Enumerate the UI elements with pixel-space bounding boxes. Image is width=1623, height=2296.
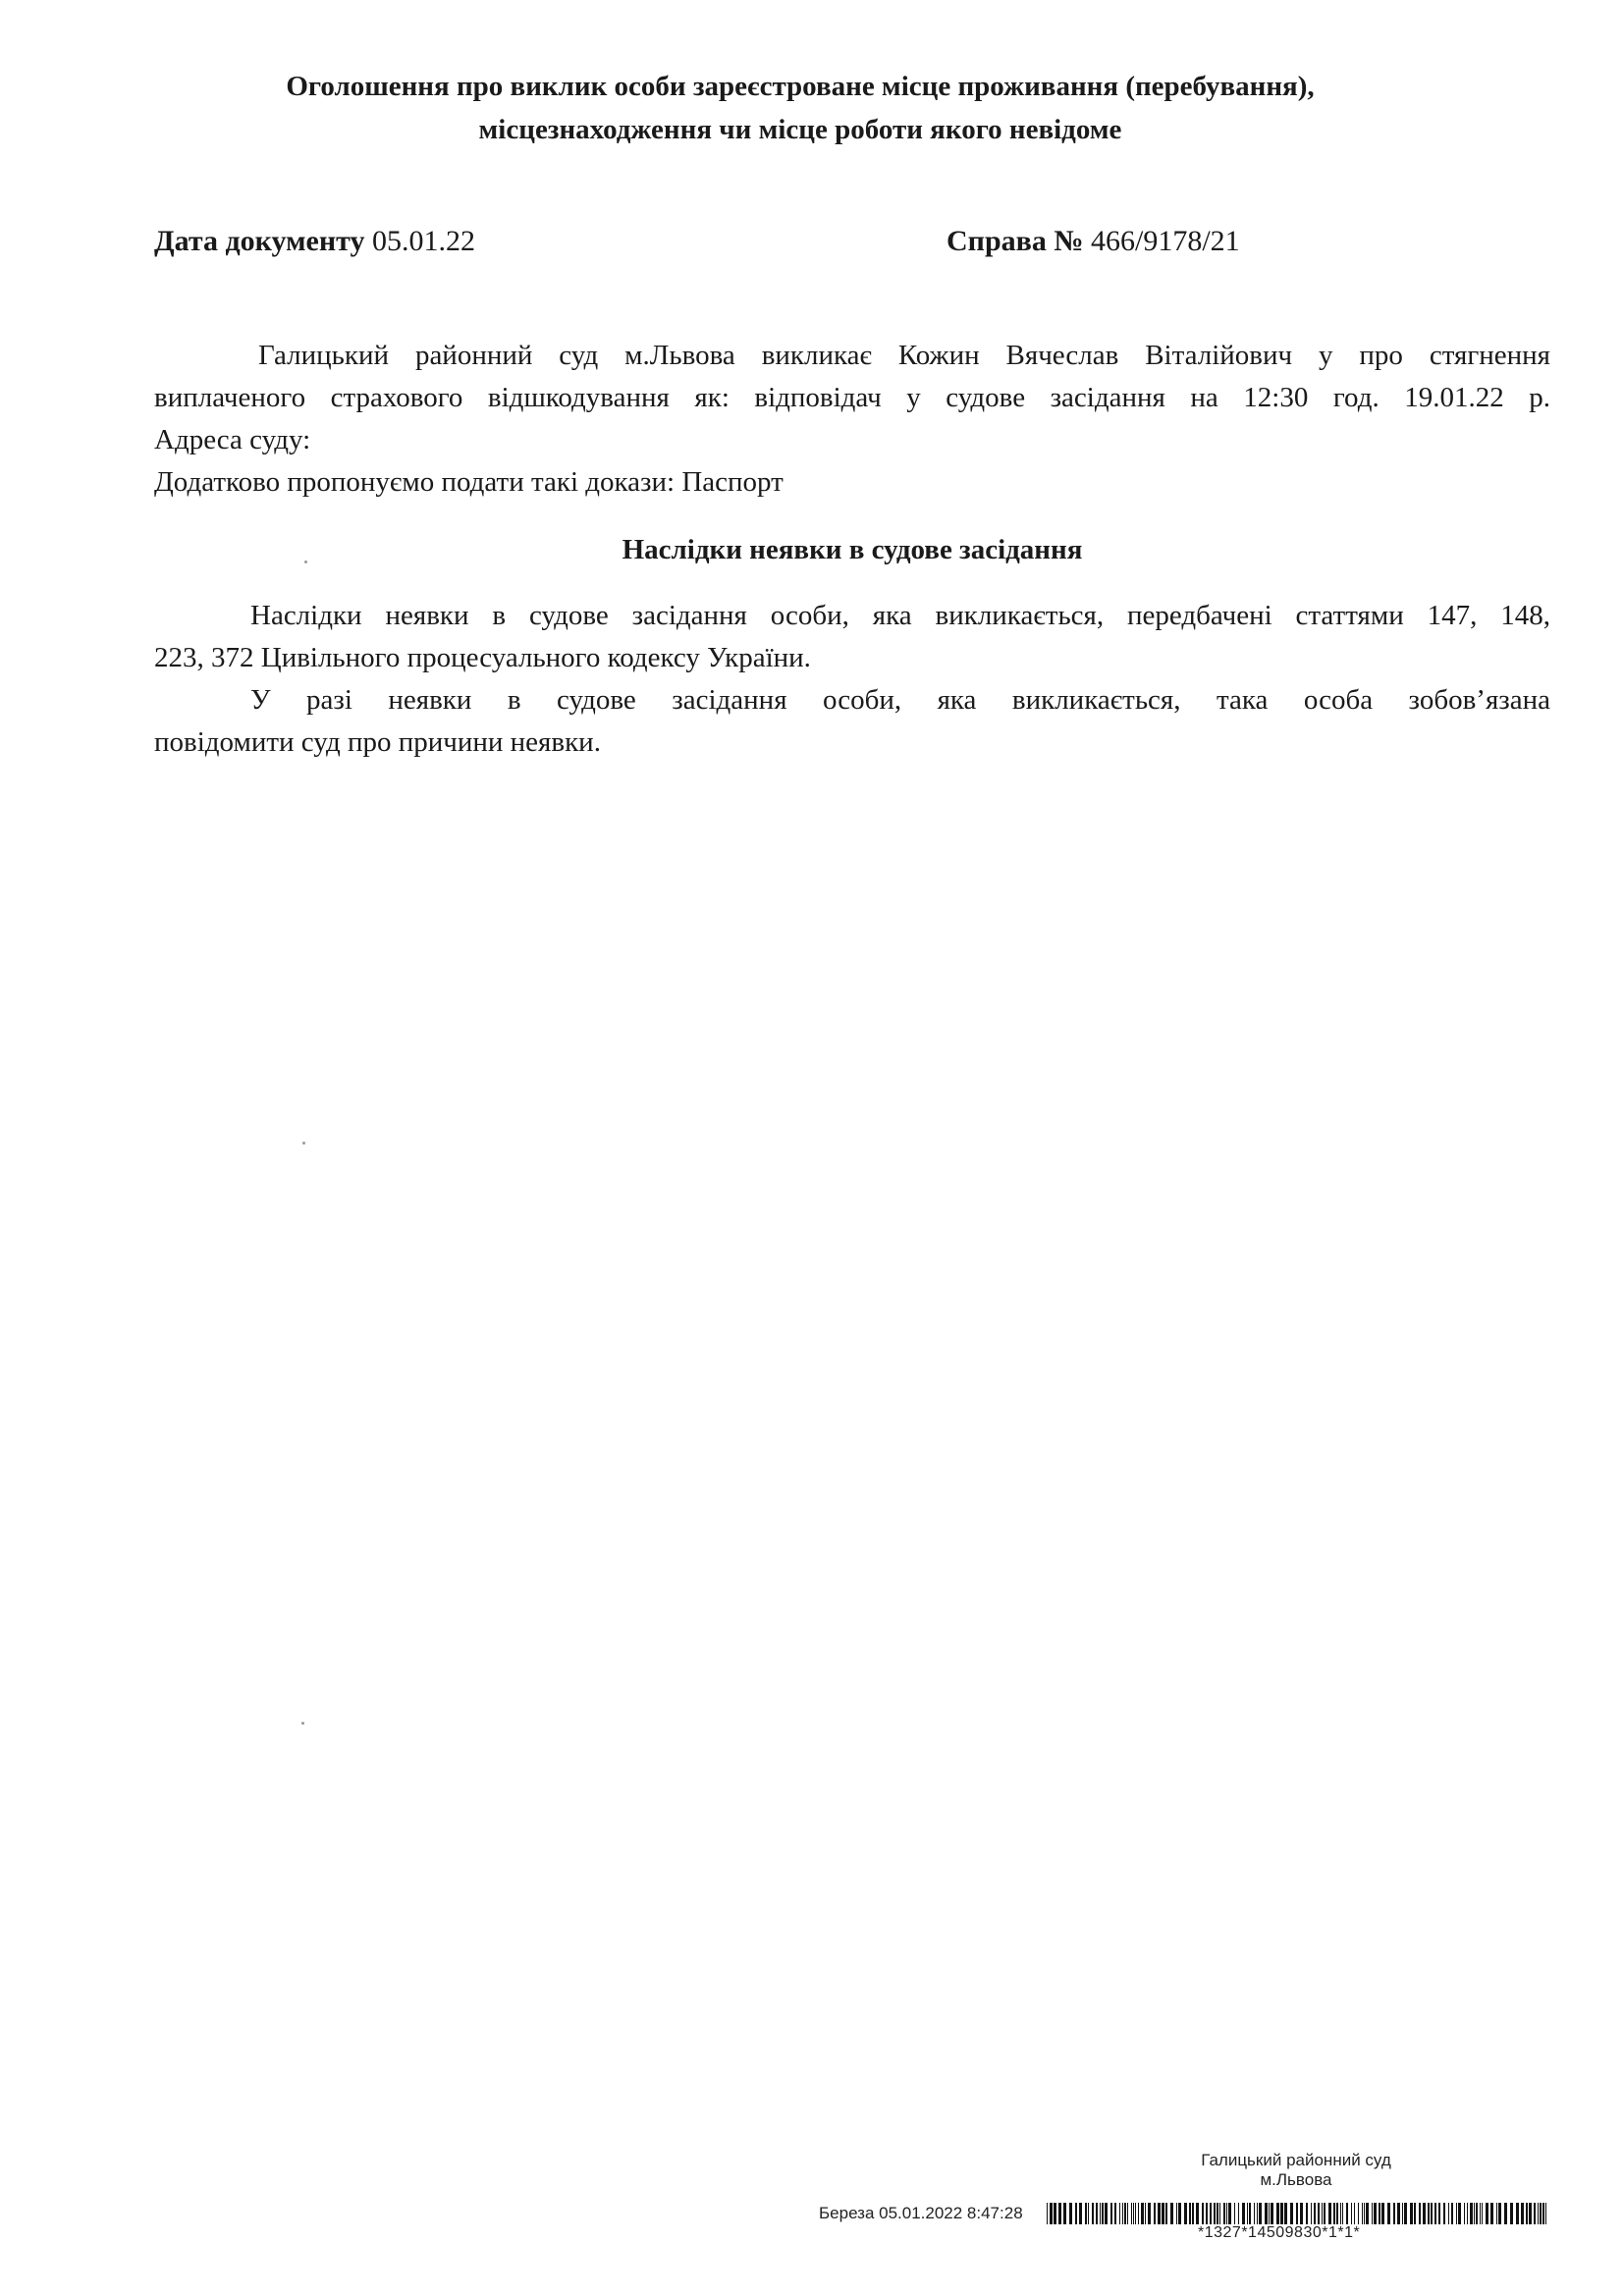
barcode-bar xyxy=(1328,2203,1331,2224)
barcode-bar xyxy=(1105,2203,1108,2224)
barcode-bar xyxy=(1296,2203,1298,2224)
barcode-bar xyxy=(1100,2203,1101,2224)
barcode-bar xyxy=(1088,2203,1089,2224)
barcode-bar xyxy=(1542,2203,1544,2224)
barcode-bar xyxy=(1122,2203,1123,2224)
case-value: 466/9178/21 xyxy=(1090,225,1240,257)
barcode-bar xyxy=(1154,2203,1156,2224)
barcode-bar xyxy=(1063,2203,1066,2224)
barcode-bar xyxy=(1092,2203,1094,2224)
case-label: Справа № xyxy=(947,225,1084,257)
barcode-bar xyxy=(1476,2203,1478,2224)
barcode-bar xyxy=(1456,2203,1457,2224)
barcode-bar xyxy=(1402,2203,1403,2224)
barcode-bar xyxy=(1448,2203,1449,2224)
title-line-2: місцезнаходження чи місце роботи якого невідоме xyxy=(478,114,1122,145)
date-value: 05.01.22 xyxy=(371,225,475,257)
barcode-bar xyxy=(1526,2203,1528,2224)
barcode-bar xyxy=(1451,2203,1453,2224)
stamp-court-city: м.Львова xyxy=(1260,2170,1332,2189)
barcode-bar xyxy=(1538,2203,1539,2224)
barcode-bar xyxy=(1510,2203,1513,2224)
consequences-p1-line-2: 223, 372 Цивільного процесуального кодексу України. xyxy=(154,642,811,673)
barcode-bar xyxy=(1410,2203,1413,2224)
barcode-bar xyxy=(1306,2203,1308,2224)
barcode-bar xyxy=(1431,2203,1433,2224)
barcode-bar xyxy=(1131,2203,1132,2224)
barcode-bar xyxy=(1314,2203,1316,2224)
barcode-bar xyxy=(1438,2203,1440,2224)
consequences-p1-line-1: Наслідки неявки в судове засідання особи, яка викликається, передбачені статтями 147, 148, xyxy=(250,600,1550,631)
title-line-1: Оголошення про виклик особи зареєстроване місце проживання (перебування), xyxy=(286,71,1315,102)
barcode-bar xyxy=(1516,2203,1519,2224)
barcode-bar xyxy=(1496,2203,1497,2224)
barcode-bar xyxy=(1242,2203,1245,2224)
barcode-bar xyxy=(1474,2203,1475,2224)
barcode-bar xyxy=(1138,2203,1139,2224)
barcode-bar xyxy=(1333,2203,1335,2224)
barcode-bar xyxy=(1114,2203,1116,2224)
barcode-bar xyxy=(1249,2203,1251,2224)
barcode-bar xyxy=(1322,2203,1323,2224)
barcode-bar xyxy=(1050,2203,1053,2224)
barcode-bar xyxy=(1480,2203,1481,2224)
barcode-bar xyxy=(1381,2203,1384,2224)
barcode-bar xyxy=(1300,2203,1303,2224)
case-number xyxy=(947,222,1240,261)
barcode-bar xyxy=(1214,2203,1216,2224)
barcode-bar xyxy=(1372,2203,1373,2224)
barcode-bar xyxy=(1404,2203,1407,2224)
barcode-bar xyxy=(1223,2203,1225,2224)
barcode-bar xyxy=(1257,2203,1258,2224)
barcode-bar xyxy=(1362,2203,1363,2224)
barcode-bar xyxy=(1342,2203,1343,2224)
barcode-bar xyxy=(1428,2203,1430,2224)
barcode-bar xyxy=(1419,2203,1421,2224)
barcode-bar xyxy=(1096,2203,1098,2224)
barcode-bar xyxy=(1545,2203,1546,2224)
summons-line-1: Галицький районний суд м.Львова викликає Кожин Вячеслав Віталійович у про стягнення xyxy=(258,340,1550,371)
barcode-bar xyxy=(1311,2203,1312,2224)
barcode-bar xyxy=(1464,2203,1465,2224)
barcode-bar xyxy=(1276,2203,1279,2224)
barcode-bar xyxy=(1364,2203,1365,2224)
barcode-bar xyxy=(1254,2203,1255,2224)
barcode-bar xyxy=(1259,2203,1262,2224)
barcode-icon xyxy=(1047,2203,1549,2224)
barcode-bar xyxy=(1265,2203,1268,2224)
barcode-bar xyxy=(1443,2203,1445,2224)
summons-line-2: виплаченого страхового відшкодування як: відповідач у судове засідання на 12:30 год. 19.01.22 р. xyxy=(154,382,1550,413)
barcode-bar xyxy=(1085,2203,1087,2224)
barcode-bar xyxy=(1318,2203,1320,2224)
summons-text xyxy=(154,335,1550,504)
barcode-bar xyxy=(1162,2203,1164,2224)
barcode-bar xyxy=(1482,2203,1483,2224)
barcode-bar xyxy=(1414,2203,1416,2224)
barcode-bar xyxy=(1124,2203,1126,2224)
barcode-bar xyxy=(1354,2203,1355,2224)
barcode-bar xyxy=(1133,2203,1134,2224)
barcode-bar xyxy=(1192,2203,1194,2224)
barcode-caption: *1327*14509830*1*1* xyxy=(1198,2224,1361,2241)
barcode-bar xyxy=(1141,2203,1144,2224)
barcode-bar xyxy=(1206,2203,1208,2224)
barcode-bar xyxy=(1210,2203,1212,2224)
barcode-bar xyxy=(1217,2203,1218,2224)
barcode-bar xyxy=(1135,2203,1136,2224)
barcode-bar xyxy=(1486,2203,1488,2224)
barcode-bar xyxy=(1165,2203,1167,2224)
barcode-bar xyxy=(1196,2203,1199,2224)
barcode-bar xyxy=(1534,2203,1536,2224)
barcode-bar xyxy=(1490,2203,1493,2224)
barcode-bar xyxy=(1054,2203,1056,2224)
barcode-bar xyxy=(1247,2203,1248,2224)
barcode-bar xyxy=(1234,2203,1235,2224)
barcode-bar xyxy=(1324,2203,1325,2224)
barcode-bar xyxy=(1387,2203,1390,2224)
barcode-bar xyxy=(1079,2203,1082,2224)
barcode-bar xyxy=(1346,2203,1348,2224)
barcode-bar xyxy=(1069,2203,1072,2224)
registration-date: Береза 05.01.2022 8:47:28 xyxy=(819,2204,1023,2222)
barcode-bar xyxy=(1269,2203,1270,2224)
barcode-bar xyxy=(1219,2203,1220,2224)
barcode-bar xyxy=(1158,2203,1161,2224)
consequences-p2-line-2: повідомити суд про причини неявки. xyxy=(154,726,601,758)
evidence-request: Додатково пропонуємо подати такі докази: Паспорт xyxy=(154,466,784,498)
document-date xyxy=(154,222,475,261)
barcode-bar xyxy=(1351,2203,1352,2224)
stamp-court-name: Галицький районний суд xyxy=(1201,2151,1391,2169)
barcode-bar xyxy=(1176,2203,1177,2224)
consequences-p2-line-1: У разі неявки в судове засідання особи, яка викликається, така особа зобов’язана xyxy=(250,684,1550,716)
barcode-bar xyxy=(1397,2203,1400,2224)
consequences-heading: Наслідки неявки в судове засідання xyxy=(622,534,1083,565)
barcode-bar xyxy=(1504,2203,1507,2224)
consequences-text xyxy=(154,595,1550,764)
barcode-bar xyxy=(1458,2203,1461,2224)
barcode-bar xyxy=(1434,2203,1436,2224)
barcode-bar xyxy=(1102,2203,1104,2224)
barcode-bar xyxy=(1047,2203,1048,2224)
barcode-bar xyxy=(1110,2203,1112,2224)
barcode-bar xyxy=(1467,2203,1468,2224)
barcode-bar xyxy=(1145,2203,1146,2224)
barcode-bar xyxy=(1379,2203,1380,2224)
barcode-bar xyxy=(1470,2203,1473,2224)
barcode-bar xyxy=(1127,2203,1128,2224)
barcode-bar xyxy=(1058,2203,1061,2224)
barcode-bar xyxy=(1284,2203,1287,2224)
barcode-bar xyxy=(1238,2203,1239,2224)
barcode-bar xyxy=(1374,2203,1377,2224)
barcode-bar xyxy=(1366,2203,1369,2224)
barcode-bar xyxy=(1358,2203,1359,2224)
barcode-bar xyxy=(1423,2203,1426,2224)
barcode-bar xyxy=(1280,2203,1283,2224)
barcode-bar xyxy=(1075,2203,1077,2224)
barcode-bar xyxy=(1290,2203,1293,2224)
barcode-bar xyxy=(1170,2203,1173,2224)
barcode-bar xyxy=(1184,2203,1187,2224)
barcode-bar xyxy=(1336,2203,1338,2224)
barcode-bar xyxy=(1202,2203,1204,2224)
barcode-bar xyxy=(1393,2203,1395,2224)
barcode-bar xyxy=(1521,2203,1524,2224)
date-label: Дата документу xyxy=(154,225,365,257)
barcode-bar xyxy=(1119,2203,1120,2224)
barcode-bar xyxy=(1340,2203,1341,2224)
document-title xyxy=(147,65,1453,151)
barcode-bar xyxy=(1228,2203,1231,2224)
barcode-bar xyxy=(1529,2203,1532,2224)
registration-stamp-court xyxy=(1159,2151,1434,2190)
court-address-label: Адреса суду: xyxy=(154,424,311,455)
barcode-bar xyxy=(1540,2203,1542,2224)
barcode-bar xyxy=(1498,2203,1501,2224)
barcode-bar xyxy=(1148,2203,1151,2224)
barcode-bar xyxy=(1226,2203,1227,2224)
barcode-bar xyxy=(1271,2203,1273,2224)
barcode-bar xyxy=(1189,2203,1191,2224)
barcode-bar xyxy=(1178,2203,1181,2224)
